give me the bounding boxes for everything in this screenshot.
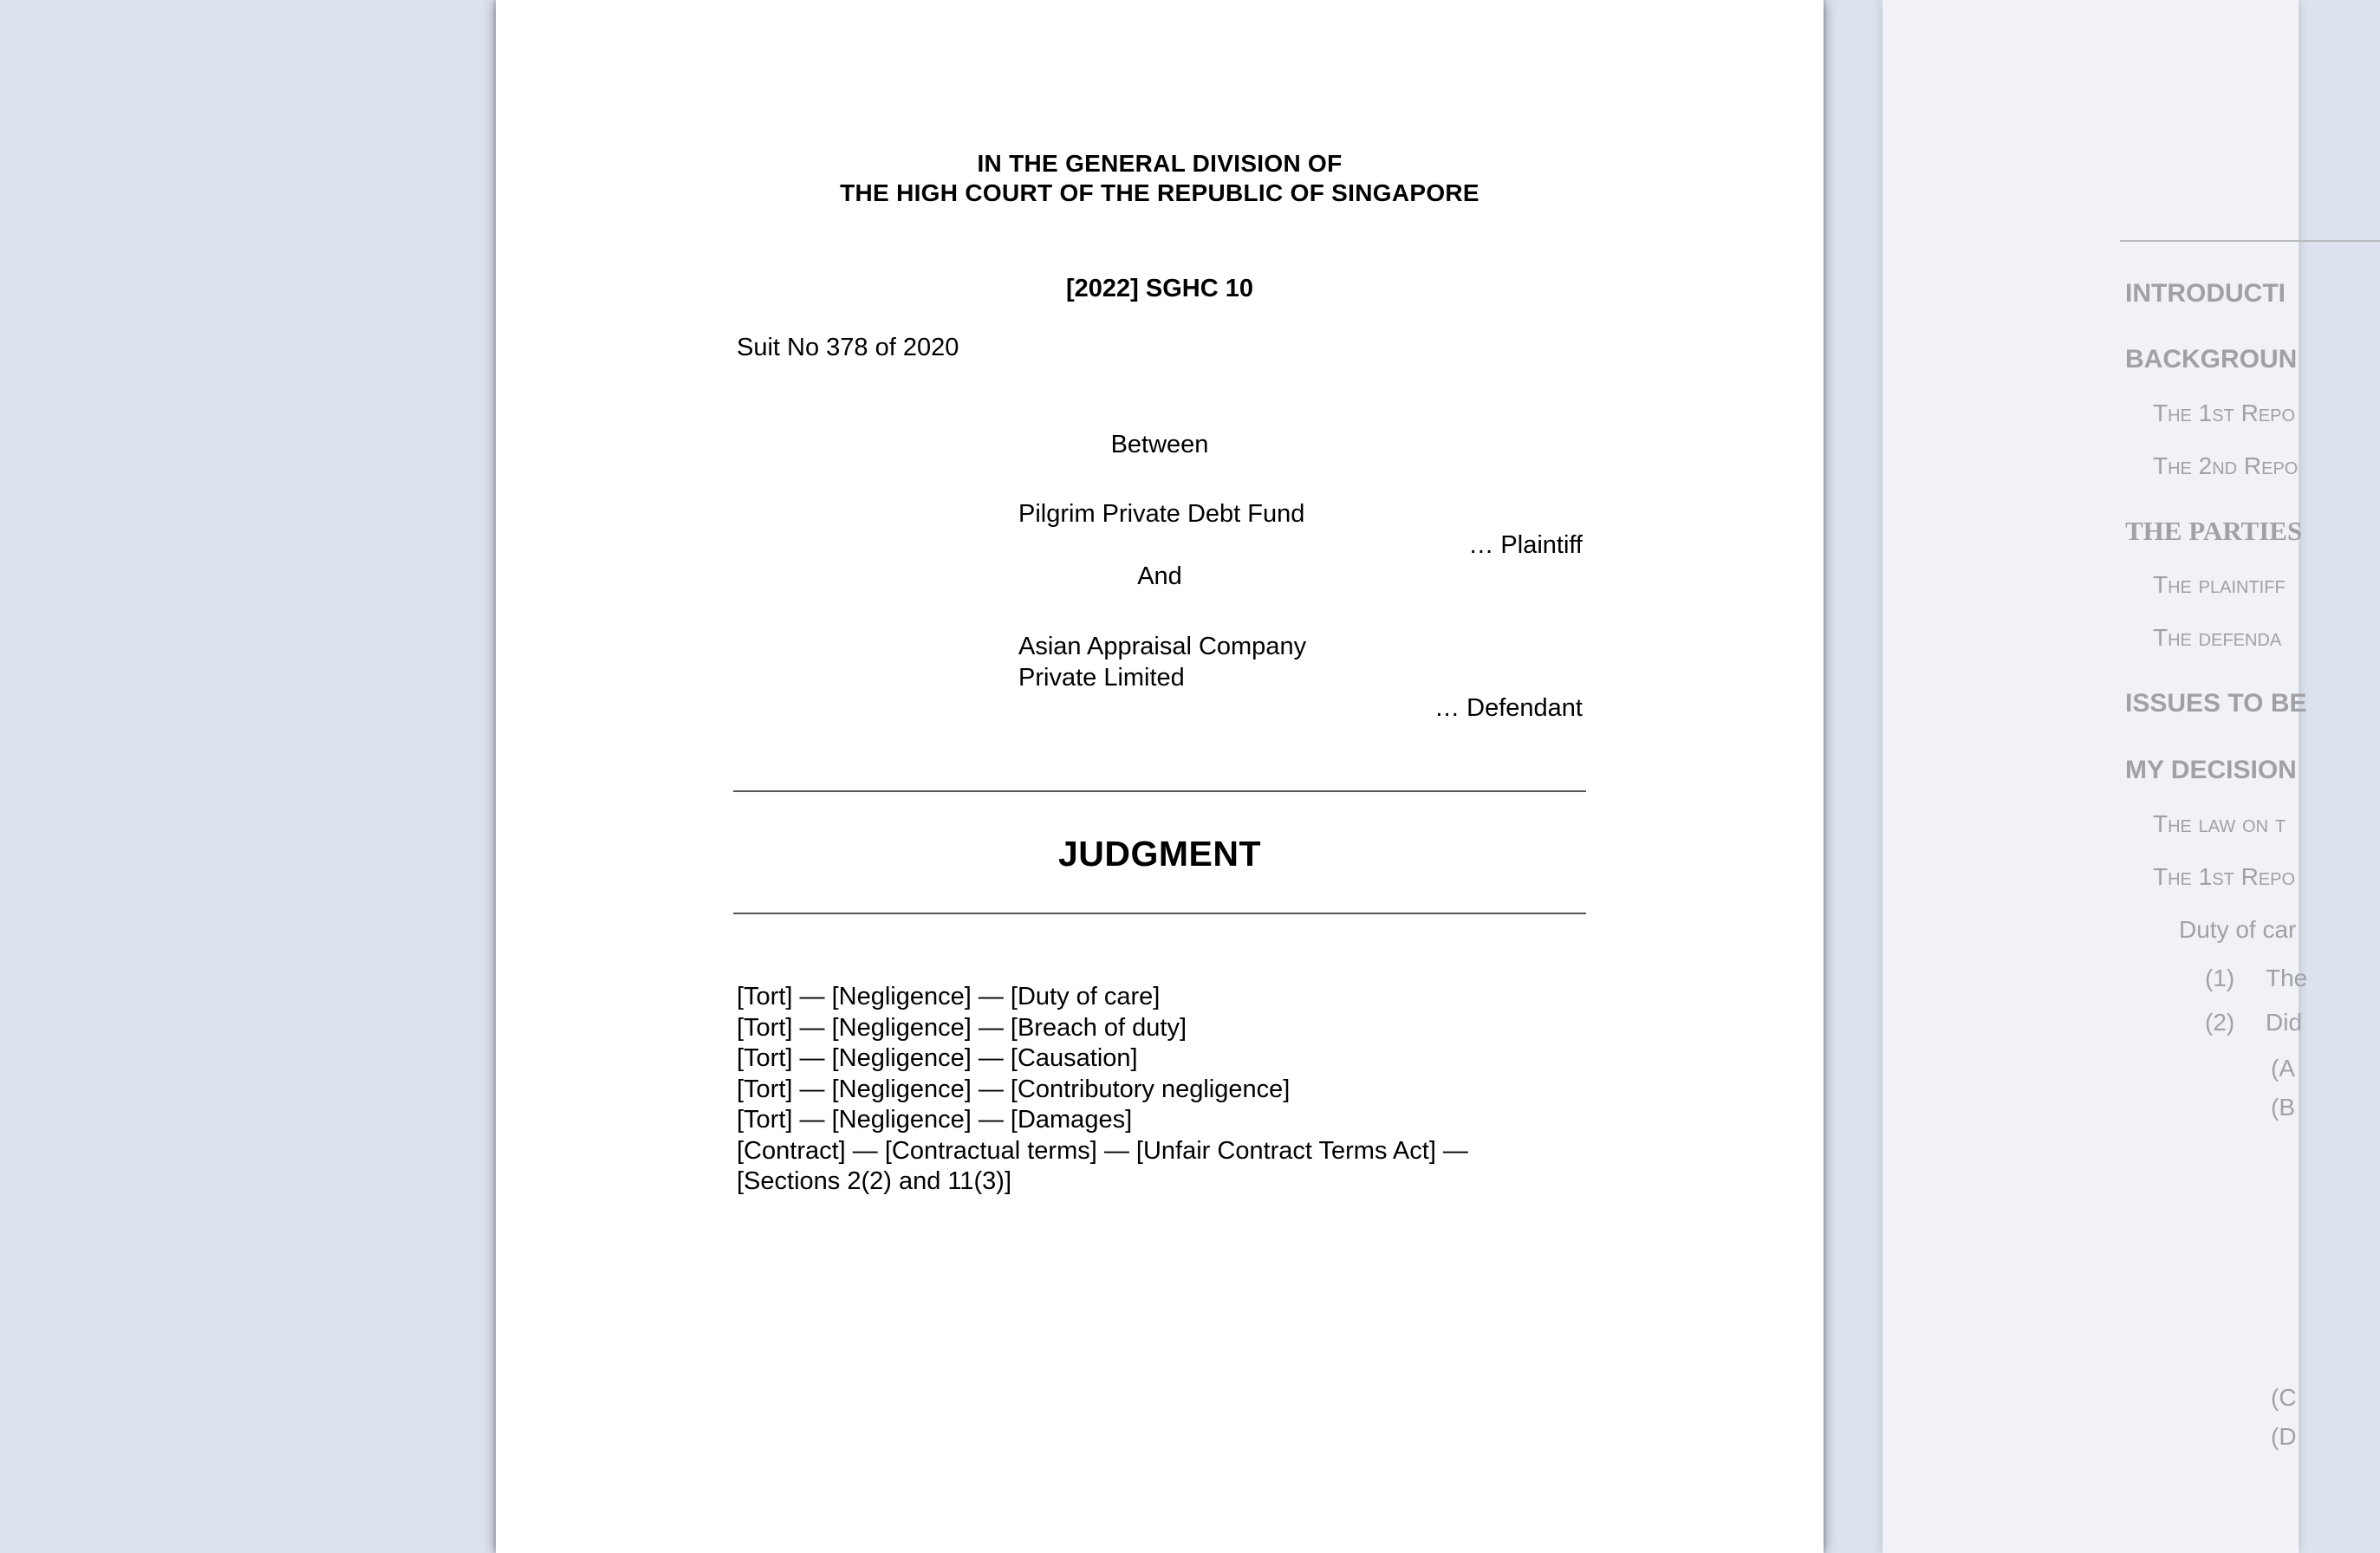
toc-item[interactable]: The defenda: [2153, 624, 2282, 651]
toc-item[interactable]: (C: [2271, 1384, 2297, 1411]
catchword-line: [Tort] — [Negligence] — [Damages]: [737, 1106, 1133, 1134]
catchwords: [737, 982, 1517, 1198]
toc-item[interactable]: ISSUES TO BE: [2125, 689, 2307, 718]
suit-number: Suit No 378 of 2020: [737, 334, 959, 361]
toc-item[interactable]: The: [2266, 965, 2308, 991]
toc-rule: [2120, 240, 2380, 242]
plaintiff-name: Pilgrim Private Debt Fund: [1018, 500, 1305, 528]
between-label: Between: [1110, 431, 1209, 458]
toc-item[interactable]: The plaintiff: [2153, 571, 2286, 598]
toc-item[interactable]: The 1st Repo: [2153, 863, 2296, 890]
plaintiff-role: … Plaintiff: [1468, 531, 1583, 559]
catchword-line: [Tort] — [Negligence] — [Duty of care]: [737, 983, 1161, 1010]
court-heading-line2: THE HIGH COURT OF THE REPUBLIC OF SINGAPORE: [840, 179, 1479, 206]
toc-item[interactable]: (A: [2271, 1055, 2295, 1082]
case-citation: [2022] SGHC 10: [1066, 275, 1253, 302]
court-heading: [496, 149, 1824, 208]
catchword-line: [Sections 2(2) and 11(3)]: [737, 1167, 1012, 1195]
defendant-name-line1: Asian Appraisal Company: [1018, 633, 1307, 660]
catchword-line: [Tort] — [Negligence] — [Contributory negligence]: [737, 1075, 1291, 1103]
judgment-title: JUDGMENT: [1057, 834, 1262, 874]
defendant-role: … Defendant: [1434, 694, 1583, 722]
toc-item[interactable]: INTRODUCTI: [2125, 279, 2286, 308]
court-heading-line1: IN THE GENERAL DIVISION OF: [977, 150, 1343, 177]
toc-item[interactable]: Did: [2266, 1009, 2303, 1036]
catchword-line: [Tort] — [Negligence] — [Causation]: [737, 1044, 1138, 1072]
title-rule-top: [733, 790, 1586, 792]
defendant-name-line2: Private Limited: [1018, 664, 1185, 692]
toc-item[interactable]: The 1st Repo: [2153, 400, 2296, 426]
toc-item-number: (2): [2205, 1009, 2235, 1036]
and-label: And: [1137, 562, 1182, 590]
toc-item[interactable]: THE PARTIES: [2125, 516, 2303, 546]
catchword-line: [Contract] — [Contractual terms] — [Unfair Contract Terms Act] —: [737, 1136, 1468, 1165]
toc-item-number: (1): [2205, 965, 2235, 991]
toc-item[interactable]: (D: [2271, 1423, 2297, 1450]
toc-item[interactable]: The law on t: [2153, 810, 2286, 837]
toc-item[interactable]: Duty of car: [2179, 916, 2297, 943]
document-page: [496, 0, 1824, 1553]
title-rule-bottom: [733, 913, 1586, 914]
catchword-line: [Tort] — [Negligence] — [Breach of duty]: [737, 1013, 1187, 1042]
toc-item[interactable]: MY DECISION: [2125, 756, 2297, 784]
toc-item[interactable]: BACKGROUN: [2125, 345, 2298, 374]
side-page-toc[interactable]: [1883, 0, 2308, 1553]
toc-item[interactable]: (B: [2271, 1094, 2295, 1121]
toc-item[interactable]: The 2nd Repo: [2153, 452, 2299, 479]
